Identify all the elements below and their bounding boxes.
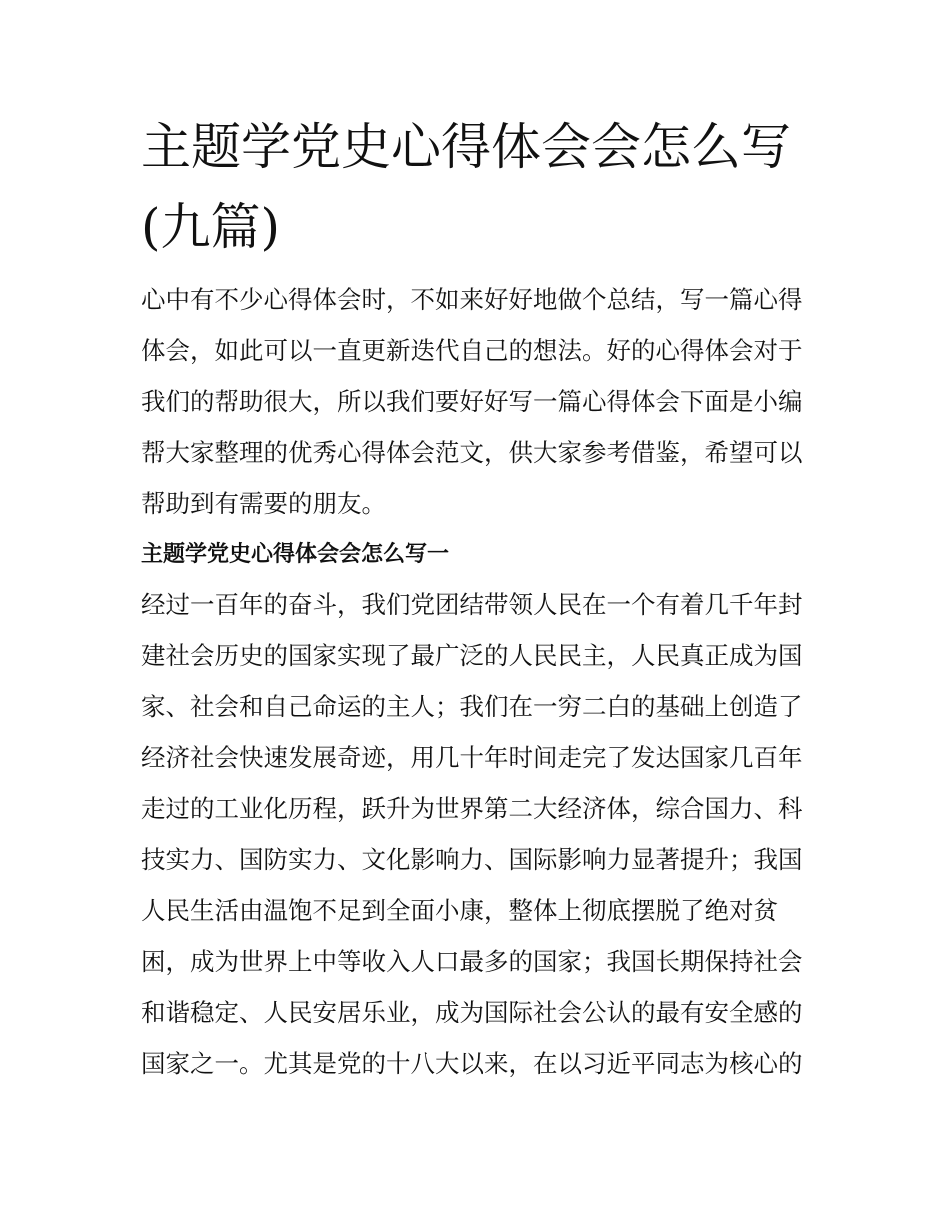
intro-paragraph-line-5: 帮助到有需要的朋友。: [141, 489, 386, 518]
intro-paragraph-line-1: 心中有不少心得体会时，不如来好好地做个总结，写一篇心得: [141, 285, 803, 314]
document-title-line-1: 主题学党史心得体会会怎么写: [141, 118, 791, 176]
body-paragraph-line-8: 困，成为世界上中等收入人口最多的国家；我国长期保持社会: [141, 947, 803, 976]
intro-paragraph-line-3: 我们的帮助很大，所以我们要好好写一篇心得体会下面是小编: [141, 387, 803, 416]
body-paragraph-line-3: 家、社会和自己命运的主人；我们在一穷二白的基础上创造了: [141, 692, 803, 721]
section-heading: 主题学党史心得体会会怎么写一: [141, 541, 450, 567]
body-paragraph-line-1: 经过一百年的奋斗，我们党团结带领人民在一个有着几千年封: [141, 590, 803, 619]
body-paragraph-line-7: 人民生活由温饱不足到全面小康，整体上彻底摆脱了绝对贫: [141, 896, 778, 925]
document-title-line-2: (九篇): [141, 198, 281, 256]
intro-paragraph-line-2: 体会，如此可以一直更新迭代自己的想法。好的心得体会对于: [141, 336, 803, 365]
body-paragraph-line-6: 技实力、国防实力、文化影响力、国际影响力显著提升；我国: [141, 845, 803, 874]
body-paragraph-line-5: 走过的工业化历程，跃升为世界第二大经济体，综合国力、科: [141, 794, 803, 823]
body-paragraph-line-10: 国家之一。尤其是党的十八大以来，在以习近平同志为核心的: [141, 1049, 803, 1078]
intro-paragraph-line-4: 帮大家整理的优秀心得体会范文，供大家参考借鉴，希望可以: [141, 438, 803, 467]
body-paragraph-line-4: 经济社会快速发展奇迹，用几十年时间走完了发达国家几百年: [141, 743, 803, 772]
body-paragraph-line-2: 建社会历史的国家实现了最广泛的人民民主，人民真正成为国: [141, 641, 803, 670]
body-paragraph-line-9: 和谐稳定、人民安居乐业，成为国际社会公认的最有安全感的: [141, 998, 803, 1027]
